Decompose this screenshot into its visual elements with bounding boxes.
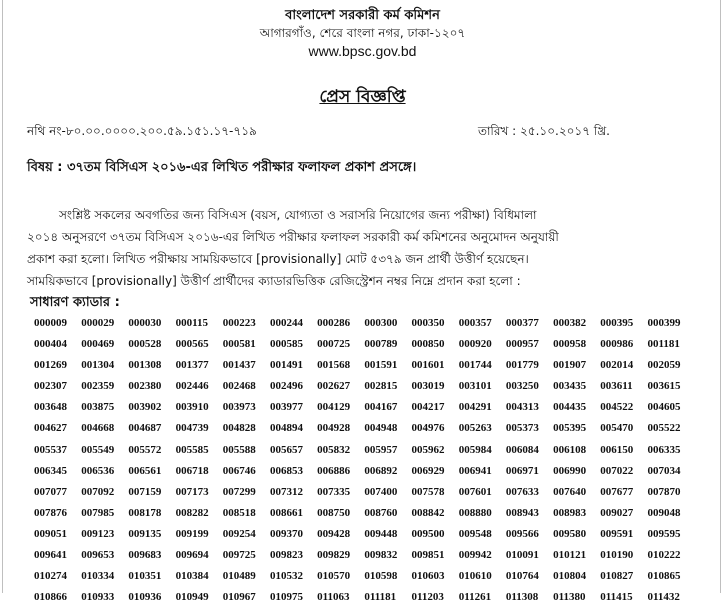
- org-address: আগারগাঁও, শেরে বাংলা নগর, ঢাকা-১২০৭: [259, 26, 466, 40]
- registration-number: 001744: [458, 359, 492, 372]
- registration-number: 010222: [647, 549, 681, 562]
- registration-number: 002307: [34, 380, 67, 393]
- registration-number: 000244: [269, 317, 303, 329]
- registration-number: 004668: [81, 422, 115, 435]
- registration-number: 003875: [81, 401, 115, 414]
- registration-number: 011203: [411, 591, 444, 604]
- registration-number: 000286: [317, 317, 351, 329]
- registration-number: 006718: [175, 464, 209, 477]
- registration-number: 000404: [34, 338, 67, 351]
- roll-row: [34, 380, 724, 401]
- body-line: প্রকাশ করা হলো। লিখিত পরীক্ষায় সাময়িকভাবে [provisionally] মোট ৫৩৭৯ জন প্রার্থী উত্তীর্ণ হয়েছেন।: [27, 252, 529, 266]
- registration-number: 005522: [647, 422, 681, 435]
- registration-number: 010351: [128, 570, 162, 583]
- roll-row: [34, 570, 724, 591]
- roll-row: [34, 465, 724, 486]
- registration-number: 004976: [411, 422, 445, 435]
- registration-number: 010091: [505, 549, 539, 562]
- page-title: প্রেস বিজ্ঞপ্তি: [319, 87, 406, 107]
- registration-number: 005470: [600, 422, 634, 435]
- registration-number: 003435: [553, 380, 587, 393]
- registration-number: 001181: [647, 338, 680, 351]
- registration-number: 000029: [81, 317, 115, 329]
- registration-number: 001779: [505, 359, 539, 372]
- registration-number: 007876: [34, 506, 67, 519]
- registration-number: 010967: [222, 591, 256, 604]
- registration-number: 001907: [553, 359, 587, 372]
- roll-row: [34, 528, 724, 549]
- registration-number: 007578: [411, 485, 445, 498]
- registration-number: 000030: [128, 317, 162, 329]
- registration-number: 004313: [505, 401, 539, 414]
- registration-number: 009123: [81, 527, 115, 540]
- registration-number: 000350: [411, 317, 445, 329]
- registration-number: 003902: [128, 401, 162, 414]
- registration-number: 002014: [600, 359, 634, 372]
- registration-number: 008943: [505, 506, 539, 519]
- registration-number: 008661: [269, 506, 303, 519]
- registration-number: 011261: [458, 591, 492, 604]
- registration-number: 009500: [411, 527, 445, 540]
- registration-number: 001591: [364, 359, 398, 372]
- registration-number: 001308: [128, 359, 162, 372]
- registration-number: 003250: [505, 380, 539, 393]
- registration-number: 009725: [222, 549, 256, 562]
- registration-number: 002496: [269, 380, 303, 393]
- registration-number: 009428: [317, 527, 351, 540]
- registration-number: 010603: [411, 570, 445, 583]
- registration-number: 001269: [34, 359, 67, 372]
- registration-number: 007870: [647, 485, 681, 498]
- registration-number: 007312: [269, 485, 303, 498]
- registration-number: 009694: [175, 549, 209, 562]
- registration-number: 001568: [317, 359, 351, 372]
- registration-number: 001491: [269, 359, 303, 372]
- memo-date: তারিখ : ২৫.১০.২০১৭ খ্রি.: [477, 124, 610, 138]
- registration-number: 009829: [317, 549, 351, 562]
- registration-number: 006853: [269, 464, 303, 477]
- registration-number: 005984: [458, 443, 492, 456]
- registration-number: 005588: [222, 443, 256, 456]
- registration-number: 008842: [411, 506, 445, 519]
- registration-number: 000565: [175, 338, 209, 351]
- registration-number: 004435: [553, 401, 587, 414]
- registration-number: 008282: [175, 506, 209, 519]
- roll-row: [34, 486, 724, 507]
- registration-number: 009591: [600, 527, 634, 540]
- registration-number: 007159: [128, 485, 162, 498]
- registration-number: 009595: [647, 527, 681, 540]
- registration-number: 000399: [647, 317, 681, 329]
- registration-number: 006886: [317, 464, 351, 477]
- registration-number: 008880: [458, 506, 492, 519]
- registration-number: 009254: [222, 527, 256, 540]
- registration-number: 000223: [222, 317, 256, 329]
- registration-number: 005537: [34, 443, 67, 456]
- registration-number: 000009: [34, 317, 67, 329]
- registration-number: 004522: [600, 401, 634, 414]
- registration-number: 010827: [600, 570, 634, 583]
- registration-number: 003910: [175, 401, 209, 414]
- registration-number: 007640: [553, 485, 587, 498]
- registration-number: 000377: [505, 317, 539, 329]
- registration-number: 000115: [175, 317, 208, 329]
- registration-number: 009942: [458, 549, 492, 562]
- registration-number: 000920: [458, 338, 492, 351]
- registration-number: 008983: [553, 506, 587, 519]
- registration-number: 004828: [222, 422, 256, 435]
- registration-number: 011181: [364, 591, 397, 604]
- subject-line: বিষয় : ৩৭তম বিসিএস ২০১৬-এর লিখিত পরীক্ষার ফলাফল প্রকাশ প্রসঙ্গে।: [27, 160, 417, 175]
- registration-number: 009370: [269, 527, 303, 540]
- body-line: সাময়িকভাবে [provisionally] উত্তীর্ণ প্রার্থীদের ক্যাডারভিত্তিক রেজিস্ট্রেশন নম্বর নিম্নে প্রদান করা হলো :: [27, 274, 521, 288]
- registration-number-grid: [34, 317, 724, 612]
- registration-number: 009641: [34, 549, 67, 562]
- registration-number: 004217: [411, 401, 445, 414]
- org-name: বাংলাদেশ সরকারী কর্ম কমিশন: [285, 8, 440, 23]
- registration-number: 008518: [222, 506, 256, 519]
- registration-number: 009051: [34, 527, 67, 540]
- registration-number: 000585: [269, 338, 303, 351]
- registration-number: 006990: [553, 464, 587, 477]
- registration-number: 000469: [81, 338, 115, 351]
- registration-number: 002380: [128, 380, 162, 393]
- registration-number: 007022: [600, 464, 634, 477]
- registration-number: 009027: [600, 506, 634, 519]
- registration-number: 004605: [647, 401, 681, 414]
- registration-number: 006345: [34, 464, 67, 477]
- registration-number: 003973: [222, 401, 256, 414]
- registration-number: 009823: [269, 549, 303, 562]
- registration-number: 003648: [34, 401, 67, 414]
- registration-number: 010384: [175, 570, 209, 583]
- registration-number: 009653: [81, 549, 115, 562]
- body-line: সংশ্লিষ্ট সকলের অবগতির জন্য বিসিএস (বয়স, যোগ্যতা ও সরাসরি নিয়োগের জন্য পরীক্ষা) বিধিমালা: [59, 208, 537, 222]
- registration-number: 000528: [128, 338, 162, 351]
- registration-number: 011308: [505, 591, 539, 604]
- registration-number: 002468: [222, 380, 256, 393]
- registration-number: 006892: [364, 464, 398, 477]
- registration-number: 010121: [553, 549, 587, 562]
- registration-number: 004948: [364, 422, 398, 435]
- roll-row: [34, 338, 724, 359]
- registration-number: 010975: [269, 591, 303, 604]
- registration-number: 003019: [411, 380, 445, 393]
- registration-number: 002446: [175, 380, 209, 393]
- registration-number: 005585: [175, 443, 209, 456]
- registration-number: 007985: [81, 506, 115, 519]
- registration-number: 006084: [505, 443, 539, 456]
- registration-number: 004291: [458, 401, 492, 414]
- cadre-heading: সাধারণ ক্যাডার :: [30, 295, 120, 310]
- registration-number: 004894: [269, 422, 303, 435]
- registration-number: 006335: [647, 443, 681, 456]
- registration-number: 006746: [222, 464, 256, 477]
- registration-number: 000382: [553, 317, 587, 329]
- registration-number: 005957: [364, 443, 398, 456]
- registration-number: 000789: [364, 338, 398, 351]
- registration-number: 011432: [647, 591, 680, 604]
- registration-number: 007173: [175, 485, 209, 498]
- registration-number: 010598: [364, 570, 398, 583]
- registration-number: 009135: [128, 527, 162, 540]
- registration-number: 008750: [317, 506, 351, 519]
- registration-number: 007633: [505, 485, 539, 498]
- registration-number: 009580: [553, 527, 587, 540]
- registration-number: 005962: [411, 443, 445, 456]
- registration-number: 009683: [128, 549, 162, 562]
- registration-number: 009548: [458, 527, 492, 540]
- registration-number: 010764: [505, 570, 539, 583]
- roll-row: [34, 401, 724, 422]
- registration-number: 010949: [175, 591, 209, 604]
- memo-number: নথি নং-৮০.০০.০০০০.২০০.৫৯.১৫১.১৭-৭১৯: [27, 124, 257, 138]
- registration-number: 002627: [317, 380, 351, 393]
- registration-number: 000581: [222, 338, 256, 351]
- website-link[interactable]: www.bpsc.gov.bd: [308, 43, 417, 59]
- roll-row: [34, 317, 724, 338]
- registration-number: 010570: [317, 570, 351, 583]
- registration-number: 006561: [128, 464, 162, 477]
- registration-number: 010274: [34, 570, 67, 583]
- registration-number: 007400: [364, 485, 398, 498]
- registration-number: 010866: [34, 591, 67, 604]
- registration-number: 004129: [317, 401, 351, 414]
- registration-number: 000357: [458, 317, 492, 329]
- registration-number: 009048: [647, 506, 681, 519]
- registration-number: 007092: [81, 485, 115, 498]
- registration-number: 007335: [317, 485, 351, 498]
- registration-number: 002059: [647, 359, 681, 372]
- body-paragraph: [27, 204, 697, 292]
- registration-number: 010489: [222, 570, 256, 583]
- registration-number: 003977: [269, 401, 303, 414]
- registration-number: 005373: [505, 422, 539, 435]
- registration-number: 010610: [458, 570, 492, 583]
- registration-number: 006941: [458, 464, 492, 477]
- registration-number: 006971: [505, 464, 539, 477]
- registration-number: 000986: [600, 338, 634, 351]
- registration-number: 008760: [364, 506, 398, 519]
- registration-number: 008178: [128, 506, 162, 519]
- registration-number: 010933: [81, 591, 115, 604]
- registration-number: 010936: [128, 591, 162, 604]
- roll-row: [34, 444, 724, 465]
- registration-number: 006536: [81, 464, 115, 477]
- registration-number: 010334: [81, 570, 115, 583]
- registration-number: 009832: [364, 549, 398, 562]
- registration-number: 007034: [647, 464, 681, 477]
- registration-number: 001304: [81, 359, 115, 372]
- registration-number: 001377: [175, 359, 209, 372]
- registration-number: 005263: [458, 422, 492, 435]
- registration-number: 009566: [505, 527, 539, 540]
- registration-number: 009851: [411, 549, 445, 562]
- registration-number: 006929: [411, 464, 445, 477]
- roll-row: [34, 549, 724, 570]
- registration-number: 003615: [647, 380, 681, 393]
- registration-number: 002815: [364, 380, 398, 393]
- registration-number: 010804: [553, 570, 587, 583]
- registration-number: 007601: [458, 485, 492, 498]
- registration-number: 004928: [317, 422, 351, 435]
- registration-number: 002359: [81, 380, 115, 393]
- registration-number: 010190: [600, 549, 634, 562]
- registration-number: 005549: [81, 443, 115, 456]
- registration-number: 003101: [458, 380, 492, 393]
- registration-number: 005395: [553, 422, 587, 435]
- registration-number: 004739: [175, 422, 209, 435]
- registration-number: 005832: [317, 443, 351, 456]
- registration-number: 005572: [128, 443, 162, 456]
- roll-row: [34, 359, 724, 380]
- registration-number: 007677: [600, 485, 634, 498]
- body-line: ২০১৪ অনুসরণে ৩৭তম বিসিএস ২০১৬-এর লিখিত পরীক্ষার ফলাফল সরকারী কর্ম কমিশনের অনুমোদন অনুযায়ী: [27, 230, 559, 244]
- registration-number: 000958: [553, 338, 587, 351]
- registration-number: 010532: [269, 570, 303, 583]
- registration-number: 004687: [128, 422, 162, 435]
- roll-row: [34, 422, 724, 443]
- registration-number: 005657: [269, 443, 303, 456]
- registration-number: 011063: [317, 591, 350, 604]
- registration-number: 010865: [647, 570, 681, 583]
- registration-number: 004627: [34, 422, 67, 435]
- registration-number: 006108: [553, 443, 587, 456]
- registration-number: 009448: [364, 527, 398, 540]
- registration-number: 007077: [34, 485, 67, 498]
- registration-number: 001437: [222, 359, 256, 372]
- registration-number: 001601: [411, 359, 445, 372]
- registration-number: 000300: [364, 317, 398, 329]
- registration-number: 004167: [364, 401, 398, 414]
- registration-number: 003611: [600, 380, 633, 393]
- registration-number: 006150: [600, 443, 634, 456]
- registration-number: 000725: [317, 338, 351, 351]
- roll-row: [34, 507, 724, 528]
- registration-number: 009199: [175, 527, 209, 540]
- registration-number: 000850: [411, 338, 445, 351]
- roll-row: [34, 591, 724, 612]
- registration-number: 007299: [222, 485, 256, 498]
- registration-number: 000957: [505, 338, 539, 351]
- registration-number: 000395: [600, 317, 634, 329]
- registration-number: 011380: [553, 591, 586, 604]
- registration-number: 011415: [600, 591, 633, 604]
